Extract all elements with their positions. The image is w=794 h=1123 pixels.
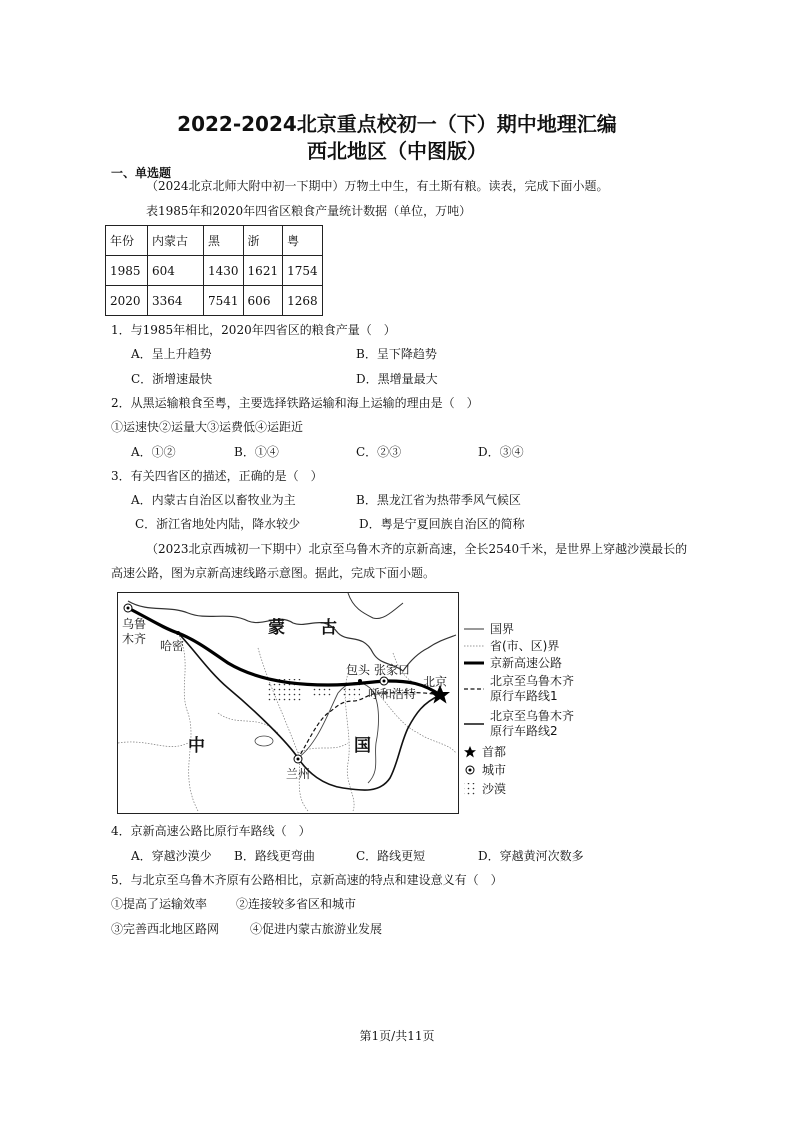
intro-1: （2024北京北师大附中初一下期中）万物土中生，有土斯有粮。读表，完成下面小题。 [146, 179, 609, 193]
q1-option-d: D．黑增量最大 [356, 372, 438, 386]
desert-area [342, 685, 360, 699]
q3-option-d: D．粤是宁夏回族自治区的简称 [359, 517, 525, 531]
table-cell: 1268 [283, 286, 323, 316]
table-header-row [106, 226, 323, 256]
q2-option-c: C．②③ [356, 445, 402, 459]
q4-option-b: B．路线更弯曲 [234, 849, 315, 863]
question-1: 1．与1985年相比，2020年四省区的粮食产量（ ） [111, 323, 396, 337]
city-zhangjiakou [380, 677, 388, 685]
q5-statement-2: ②连接较多省区和城市 [236, 897, 357, 911]
q1-option-c: C．浙增速最快 [131, 372, 213, 386]
city-lanzhou [294, 755, 302, 763]
map-label-urumqi-2: 木齐 [122, 632, 147, 646]
q5-statement-1: ①提高了运输效率 [111, 897, 208, 911]
map-label-beijing: 北京 [423, 675, 448, 689]
expressway-map [117, 592, 459, 814]
q3-option-a: A．内蒙古自治区以畜牧业为主 [131, 493, 296, 507]
q2-statements: ①运速快②运量大③运费低④运距近 [111, 420, 304, 434]
table-cell: 604 [148, 256, 204, 286]
grain-table [105, 225, 323, 316]
table-row [106, 286, 323, 316]
q2-option-a: A．①② [131, 445, 176, 459]
map-label-hami: 哈密 [160, 639, 185, 653]
question-3: 3．有关四省区的描述，正确的是（ ） [111, 469, 323, 483]
intro-2-line-2: 高速公路，图为京新高速线路示意图。据此，完成下面小题。 [111, 566, 436, 580]
table-cell: 年份 [106, 226, 148, 256]
q2-option-d: D．③④ [478, 445, 524, 459]
map-label-urumqi-1: 乌鲁 [122, 617, 147, 631]
question-5: 5．与北京至乌鲁木齐原有公路相比，京新高速的特点和建设意义有（ ） [111, 873, 503, 887]
q2-option-b: B．①④ [234, 445, 279, 459]
exam-page: 2022-2024北京重点校初一（下）期中地理汇编 西北地区（中图版） 一、单选题 （2024北京北师大附中初一下期中）万物土中生，有土斯有粮。读表，完成下面小题。 表1985年和2020年四省区粮食产量统计数据（单位，万吨） 年份 内蒙古 黑 浙 粤 1985 604 1430 1621 1754 2020 3364 7541 606 1268 1．与1985年相比，2020年四省区的粮食产量（ ） A．呈上升趋势 B．呈下降趋势 C．浙增速最快 D．黑增量最大 2．从黑运输粮食至粤，主要选择铁路运输和海上运输的理由是（ ） ①运速快②运量大③运费低④运距近 A．①② B．①④ C．②③ D．③④ 3．有关四省区的描述，正确的是（ ） A．内蒙古自治区以畜牧业为主 B．黑龙江省为热带季风气候区 C．浙江省地处内陆，降水较少 D．粤是宁夏回族自治区的简称 （2023北京西城初一下期中）北京至乌鲁木齐的京新高速，全长2540千米，是世界上穿越沙漠最长的 高速公路，图为京新高速线路示意图。据此，完成下面小题。 乌鲁 木齐 哈密 蒙 古 包头 张家口 呼和浩特 北京 兰州 中 国 国界 省(市、区)界 京新高速公路 北京至乌鲁木齐 原行车路线1 北京至乌鲁木齐 原行车路线2 首都 城市 沙漠 4．京新高速公路比原行车路线（ ） A．穿越沙漠少 B．路线更弯曲 C．路线更短 D．穿越黄河次数多 5．与北京至乌鲁木齐原有公路相比，京新高速的特点和建设意义有（ ） ①提高了运输效率 ②连接较多省区和城市 ③完善西北地区路网 ④促进内蒙古旅游业发展 第1页/共11页 [0, 0, 794, 1123]
table-cell: 黑 [204, 226, 244, 256]
q1-option-a: A．呈上升趋势 [131, 347, 212, 361]
table-cell: 7541 [204, 286, 244, 316]
table-caption: 表1985年和2020年四省区粮食产量统计数据（单位，万吨） [146, 204, 472, 218]
table-cell: 浙 [243, 226, 283, 256]
table-cell: 606 [243, 286, 283, 316]
doc-subtitle: 西北地区（中图版） [307, 139, 487, 163]
table-cell: 1430 [204, 256, 244, 286]
city-hami [176, 631, 180, 635]
q5-statement-3: ③完善西北地区路网 [111, 922, 220, 936]
map-label-china-2: 国 [354, 736, 371, 756]
table-cell: 粤 [283, 226, 323, 256]
question-2: 2．从黑运输粮食至粤，主要选择铁路运输和海上运输的理由是（ ） [111, 396, 479, 410]
doc-title: 2022-2024北京重点校初一（下）期中地理汇编 [177, 112, 617, 136]
q1-option-b: B．呈下降趋势 [356, 347, 437, 361]
map-label-lanzhou: 兰州 [286, 767, 311, 781]
table-cell: 1985 [106, 256, 148, 286]
table-row [106, 256, 323, 286]
table-cell: 3364 [148, 286, 204, 316]
city-urumqi [124, 604, 132, 612]
map-label-zhangjiakou: 张家口 [374, 663, 411, 677]
map-label-mongolia-1: 蒙 [268, 618, 285, 638]
table-cell: 1754 [283, 256, 323, 286]
national-border-north [348, 593, 403, 619]
map-label-mongolia-2: 古 [320, 618, 337, 638]
q4-option-d: D．穿越黄河次数多 [478, 849, 584, 863]
q3-option-c: C．浙江省地处内陆，降水较少 [135, 517, 301, 531]
table-cell: 内蒙古 [148, 226, 204, 256]
intro-2-line-1: （2023北京西城初一下期中）北京至乌鲁木齐的京新高速，全长2540千米，是世界上穿越沙漠最长的 [146, 542, 688, 556]
q4-option-a: A．穿越沙漠少 [131, 849, 212, 863]
q5-statement-4: ④促进内蒙古旅游业发展 [250, 922, 383, 936]
map-label-baotou: 包头 [346, 663, 371, 677]
table-cell: 1621 [243, 256, 283, 286]
map-label-hohhot: 呼和浩特 [368, 687, 417, 701]
question-4: 4．京新高速公路比原行车路线（ ） [111, 824, 311, 838]
page-footer: 第1页/共11页 [359, 1029, 435, 1043]
section-heading: 一、单选题 [111, 166, 172, 180]
lake [255, 736, 273, 746]
map-label-china-1: 中 [188, 736, 205, 756]
q3-option-b: B．黑龙江省为热带季风气候区 [356, 493, 521, 507]
city-baotou [358, 679, 362, 683]
province-boundaries [118, 633, 456, 811]
table-cell: 2020 [106, 286, 148, 316]
q4-option-c: C．路线更短 [356, 849, 426, 863]
